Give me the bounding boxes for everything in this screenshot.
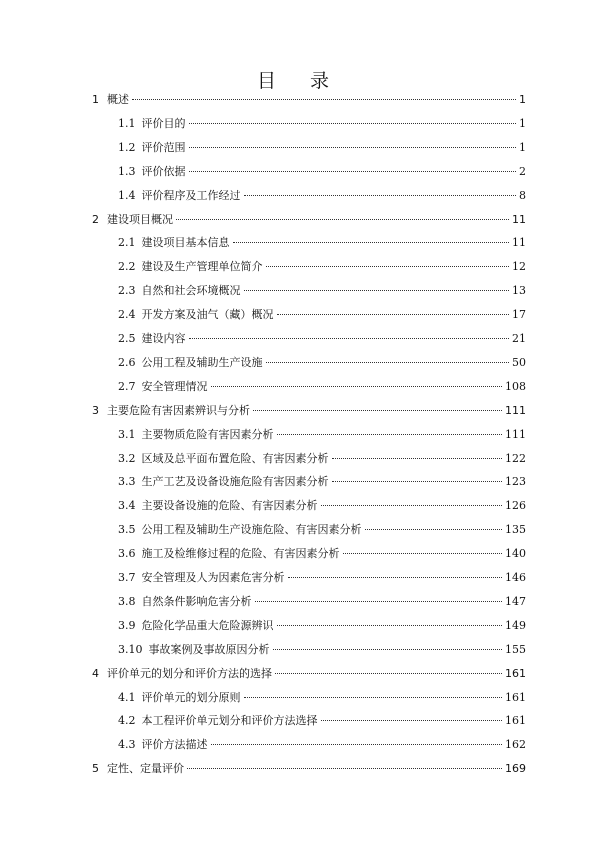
toc-entry-number: 5 (92, 762, 99, 776)
toc-entry-3-9[interactable] (118, 618, 526, 634)
dot-leader (189, 123, 517, 124)
toc-entry-number: 2.6 (118, 355, 136, 369)
toc-entry-number: 2.5 (118, 332, 136, 345)
toc-entry-1-4[interactable] (118, 188, 526, 204)
toc-entry-number: 3.8 (118, 594, 136, 608)
toc-entry-number: 4.3 (118, 738, 136, 752)
toc-entry-page: 111 (505, 427, 526, 441)
toc-entry-page: 161 (505, 666, 526, 680)
toc-entry-4-2[interactable] (118, 713, 526, 729)
toc-entry-label: 安全管理情况 (141, 379, 208, 393)
toc-entry-3-7[interactable] (118, 570, 526, 586)
toc-entry-label: 生产工艺及设备设施危险有害因素分析 (141, 475, 329, 489)
toc-entry-number: 2.1 (118, 236, 136, 250)
toc-entry-number: 3.7 (118, 571, 136, 584)
dot-leader (277, 434, 503, 435)
dot-leader (277, 625, 503, 626)
toc-entry-page: 155 (505, 642, 526, 656)
toc-entry-3-3[interactable] (118, 474, 526, 490)
dot-leader (365, 529, 503, 530)
toc-entry-5[interactable] (92, 761, 526, 777)
toc-entry-page: 122 (505, 451, 526, 465)
toc-title: 目 录 (256, 70, 344, 92)
toc-entry-label: 评价单元的划分和评价方法的选择 (107, 666, 272, 680)
toc-entry-4-3[interactable] (118, 737, 526, 753)
dot-leader (211, 386, 503, 387)
toc-entry-3-4[interactable] (118, 498, 526, 514)
toc-entry-1-1[interactable] (118, 116, 526, 132)
toc-entry-2-2[interactable] (118, 259, 526, 275)
toc-entry-number: 3.6 (118, 547, 136, 561)
dot-leader (343, 553, 503, 554)
toc-entry-page: 161 (505, 690, 526, 704)
toc-entry-number: 3.3 (118, 475, 136, 489)
toc-entry-label: 评价范围 (141, 140, 186, 154)
toc-entry-label: 定性、定量评价 (107, 762, 184, 776)
toc-entry-label: 建设及生产管理单位简介 (141, 260, 263, 274)
toc-entry-label: 评价方法描述 (141, 738, 208, 752)
toc-entry-page: 17 (512, 308, 526, 322)
dot-leader (273, 649, 503, 650)
toc-entry-page: 149 (505, 618, 526, 632)
toc-entry-page: 11 (512, 212, 526, 226)
dot-leader (189, 171, 517, 172)
toc-entry-page: 123 (505, 475, 526, 489)
toc-entry-page: 169 (505, 762, 526, 776)
toc-entry-page: 2 (519, 164, 526, 178)
toc-entry-label: 评价程序及工作经过 (141, 188, 241, 202)
toc-entry-page: 11 (512, 236, 526, 250)
toc-entry-page: 13 (512, 284, 526, 298)
toc-entry-label: 评价目的 (141, 116, 186, 130)
toc-entry-1[interactable] (92, 92, 526, 108)
dot-leader (266, 362, 510, 363)
toc-entry-label: 公用工程及辅助生产设施 (141, 355, 263, 369)
dot-leader (189, 338, 510, 339)
toc-entry-label: 开发方案及油气（藏）概况 (141, 308, 274, 322)
toc-entry-label: 危险化学品重大危险源辨识 (141, 618, 274, 632)
toc-entry-3-2[interactable] (118, 451, 526, 467)
dot-leader (244, 697, 503, 698)
toc-entry-page: 21 (512, 332, 526, 345)
toc-entry-label: 主要危险有害因素辨识与分析 (107, 403, 250, 417)
toc-entry-number: 1.3 (118, 164, 136, 178)
toc-entry-page: 162 (505, 738, 526, 752)
dot-leader (132, 99, 516, 100)
toc-entry-2-3[interactable] (118, 283, 526, 299)
toc-entry-page: 111 (505, 403, 526, 417)
toc-entry-2[interactable] (92, 212, 526, 228)
dot-leader (266, 266, 510, 267)
toc-entry-page: 147 (505, 594, 526, 608)
toc-entry-label: 评价单元的划分原则 (141, 690, 241, 704)
toc-entry-number: 3.10 (118, 642, 143, 656)
dot-leader (211, 744, 503, 745)
toc-entry-3-5[interactable] (118, 522, 526, 538)
toc-entry-number: 3.1 (118, 427, 136, 441)
dot-leader (244, 290, 510, 291)
toc-entry-2-7[interactable] (118, 379, 526, 395)
toc-entry-number: 1.4 (118, 188, 136, 202)
toc-entry-number: 2.7 (118, 379, 136, 393)
toc-entry-3-8[interactable] (118, 594, 526, 610)
toc-entry-page: 1 (519, 116, 526, 130)
toc-entry-page: 12 (512, 260, 526, 274)
toc-entry-page: 146 (505, 571, 526, 584)
dot-leader (187, 768, 502, 769)
dot-leader (253, 410, 502, 411)
dot-leader (321, 505, 503, 506)
dot-leader (244, 195, 517, 196)
toc-entry-4[interactable] (92, 666, 526, 682)
dot-leader (275, 673, 502, 674)
toc-entry-label: 本工程评价单元划分和评价方法选择 (141, 714, 318, 728)
toc-entry-label: 公用工程及辅助生产设施危险、有害因素分析 (141, 523, 362, 537)
toc-entry-3[interactable] (92, 403, 526, 419)
toc-entry-label: 评价依据 (141, 164, 186, 178)
toc-entry-number: 2.3 (118, 284, 136, 298)
toc-entry-2-1[interactable] (118, 235, 526, 251)
toc-entry-3-1[interactable] (118, 427, 526, 443)
toc-entry-label: 安全管理及人为因素危害分析 (141, 571, 285, 584)
toc-entry-page: 8 (519, 188, 526, 202)
toc-entry-number: 2.2 (118, 260, 136, 274)
toc-entry-number: 3.2 (118, 451, 136, 465)
toc-entry-page: 126 (505, 499, 526, 513)
toc-entry-page: 1 (519, 93, 526, 106)
toc-entry-label: 主要设备设施的危险、有害因素分析 (141, 499, 318, 513)
toc-entry-1-3[interactable] (118, 164, 526, 180)
toc-entry-page: 135 (505, 523, 526, 537)
toc-entry-page: 50 (512, 355, 526, 369)
dot-leader (321, 720, 503, 721)
toc-entry-label: 施工及检维修过程的危险、有害因素分析 (141, 547, 340, 561)
toc-entry-label: 建设项目概况 (107, 212, 173, 226)
toc-entry-number: 1.2 (118, 140, 136, 154)
toc-entry-page: 140 (505, 547, 526, 561)
dot-leader (332, 481, 503, 482)
dot-leader (277, 314, 510, 315)
toc-entry-label: 建设项目基本信息 (141, 236, 230, 250)
toc-entry-page: 1 (519, 140, 526, 154)
toc-entry-number: 1 (92, 93, 99, 106)
toc-entry-number: 3.9 (118, 618, 136, 632)
toc-entry-number: 3.4 (118, 499, 136, 513)
toc-entry-number: 4.2 (118, 714, 136, 728)
toc-entry-1-2[interactable] (118, 140, 526, 156)
dot-leader (288, 577, 503, 578)
dot-leader (233, 242, 510, 243)
toc-entry-page: 161 (505, 714, 526, 728)
toc-entry-number: 2 (92, 212, 99, 226)
toc-entry-2-5[interactable] (118, 331, 526, 347)
toc-entry-3-6[interactable] (118, 546, 526, 562)
toc-entry-number: 1.1 (118, 116, 136, 130)
toc-entry-number: 3 (92, 403, 99, 417)
toc-entry-4-1[interactable] (118, 690, 526, 706)
toc-entry-number: 4.1 (118, 690, 136, 704)
toc-entry-3-10[interactable] (118, 642, 526, 658)
toc-entry-label: 概述 (107, 93, 129, 106)
toc-entry-label: 自然条件影响危害分析 (141, 594, 252, 608)
toc-entry-number: 4 (92, 666, 99, 680)
toc-entry-label: 事故案例及事故原因分析 (148, 642, 270, 656)
toc-entry-number: 2.4 (118, 308, 136, 322)
toc-entry-label: 区域及总平面布置危险、有害因素分析 (141, 451, 329, 465)
dot-leader (189, 147, 517, 148)
dot-leader (255, 601, 503, 602)
dot-leader (332, 458, 503, 459)
toc-entry-label: 自然和社会环境概况 (141, 284, 241, 298)
toc-entry-number: 3.5 (118, 523, 136, 537)
toc-entry-label: 建设内容 (141, 332, 186, 345)
toc-entry-page: 108 (505, 379, 526, 393)
toc-entry-2-4[interactable] (118, 307, 526, 323)
dot-leader (176, 219, 509, 220)
toc-entry-label: 主要物质危险有害因素分析 (141, 427, 274, 441)
toc-entry-2-6[interactable] (118, 355, 526, 371)
